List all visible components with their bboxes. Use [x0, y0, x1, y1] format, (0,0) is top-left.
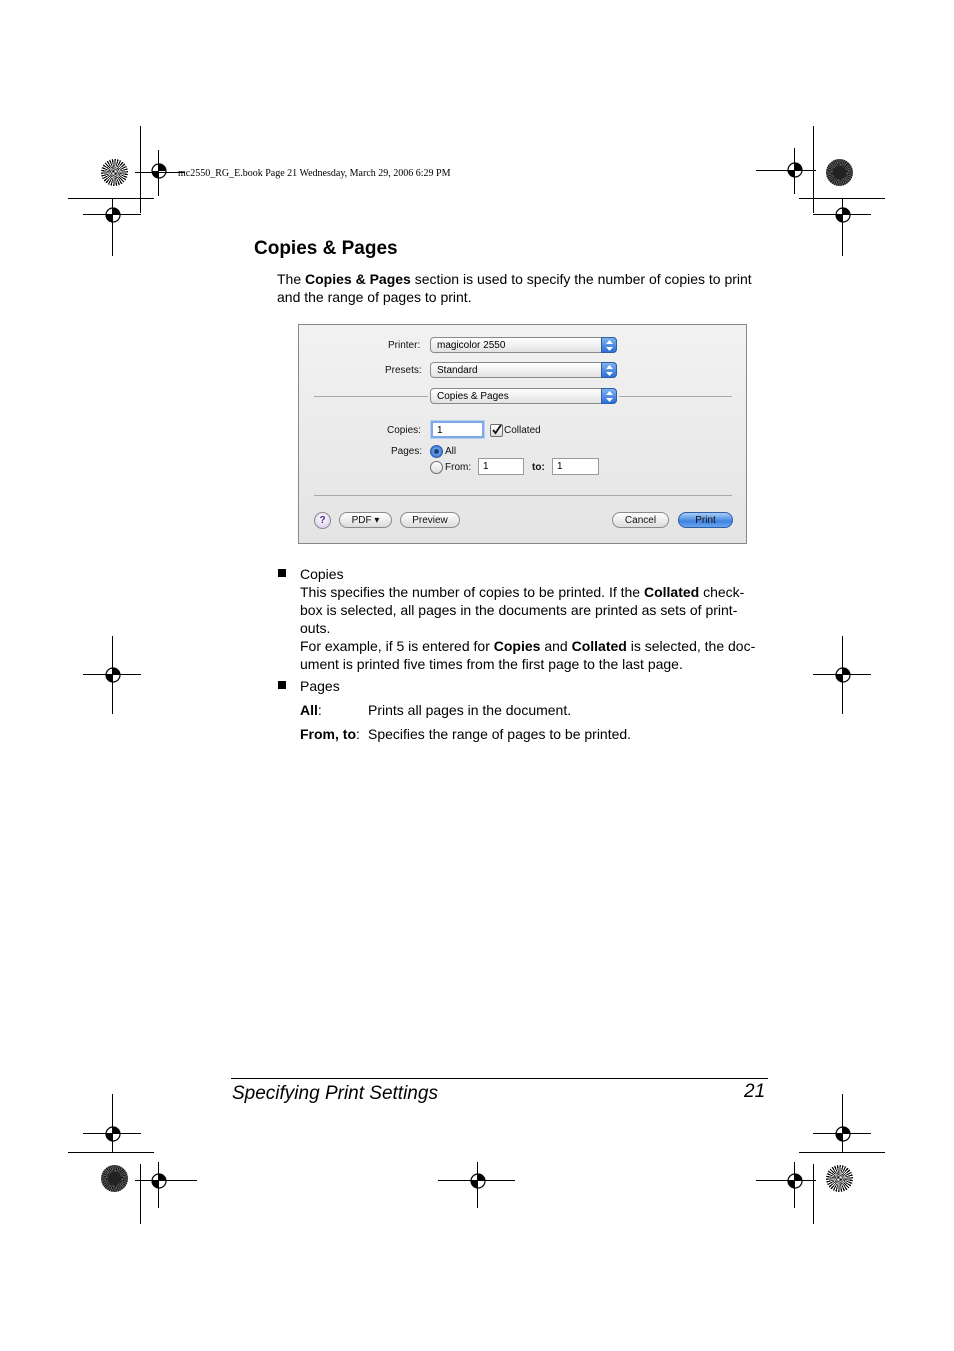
book-page-stamp: mc2550_RG_E.book Page 21 Wednesday, March 29, 2006 6:29 PM [178, 168, 451, 179]
crosshair-icon [833, 205, 853, 225]
copies-input[interactable]: 1 [431, 421, 484, 438]
intro-paragraph: The Copies & Pages section is used to specify the number of copies to print and the range of pages to print. [277, 271, 752, 305]
crosshair-icon [103, 665, 123, 685]
from-label: From: [445, 462, 472, 473]
from-input[interactable]: 1 [478, 458, 524, 475]
rosette-icon [101, 159, 128, 186]
footer-rule [231, 1078, 768, 1079]
collated-label: Collated [504, 425, 541, 436]
print-button[interactable]: Print [678, 512, 733, 528]
crosshair-icon [833, 665, 853, 685]
copies-bullet-title: Copies [300, 566, 344, 582]
help-button[interactable]: ? [314, 512, 331, 529]
crosshair-icon [149, 161, 169, 181]
pages-bullet-title: Pages [300, 678, 340, 694]
updown-arrows-icon [601, 388, 617, 404]
panel-separator-right [619, 396, 732, 397]
cancel-button[interactable]: Cancel [612, 512, 669, 528]
pages-from-radio[interactable] [430, 461, 443, 474]
rosette-icon [826, 1165, 853, 1192]
panel-value: Copies & Pages [437, 391, 509, 402]
fromto-term: From, to: [300, 726, 360, 742]
crosshair-icon [149, 1171, 169, 1191]
printer-popup[interactable] [430, 337, 617, 353]
presets-label: Presets: [385, 365, 422, 376]
pdf-button[interactable]: PDF ▾ [339, 512, 392, 528]
page-number: 21 [744, 1081, 766, 1102]
updown-arrows-icon [601, 337, 617, 353]
copies-label: Copies: [387, 425, 421, 436]
printer-label: Printer: [388, 340, 421, 351]
crosshair-icon [103, 1124, 123, 1144]
presets-popup[interactable] [430, 362, 617, 378]
all-description: Prints all pages in the document. [368, 702, 572, 718]
panel-popup[interactable] [430, 388, 617, 404]
bullet-marker [278, 681, 286, 689]
section-title: Copies & Pages [254, 238, 398, 259]
panel-separator-left [314, 396, 428, 397]
rosette-icon [826, 159, 853, 186]
fromto-description: Specifies the range of pages to be printed. [368, 726, 632, 742]
all-term: All: [300, 702, 322, 718]
updown-arrows-icon [601, 362, 617, 378]
collated-checkbox[interactable] [490, 424, 503, 437]
to-input[interactable]: 1 [552, 458, 599, 475]
crosshair-icon [785, 160, 805, 180]
crosshair-icon [468, 1171, 488, 1191]
crosshair-icon [785, 1171, 805, 1191]
pages-all-radio[interactable] [430, 445, 443, 458]
bullet-marker [278, 569, 286, 577]
presets-value: Standard [437, 365, 478, 376]
rosette-icon [101, 1165, 128, 1192]
copies-description: This specifies the number of copies to be printed. If the Collated check- box is selected, all pages in the documents are printed as sets of print- outs. For example, if 5 is entered for Copies and Collated is selected, the doc- ument is printed five times from the first page to the last page. [300, 584, 756, 672]
all-label: All [445, 446, 457, 457]
buttons-separator [314, 495, 732, 496]
printer-value: magicolor 2550 [437, 340, 506, 351]
print-dialog [298, 324, 747, 544]
pages-label: Pages: [391, 446, 423, 457]
footer-title: Specifying Print Settings [232, 1083, 438, 1104]
crosshair-icon [103, 205, 123, 225]
to-label: to: [532, 462, 545, 473]
preview-button[interactable]: Preview [400, 512, 460, 528]
checkmark-icon [491, 424, 502, 435]
crosshair-icon [833, 1124, 853, 1144]
